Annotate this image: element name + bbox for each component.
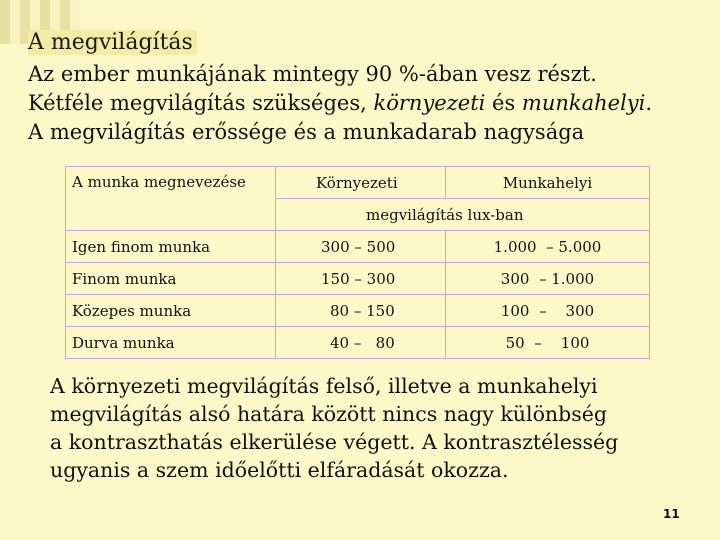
header-environment: Környezeti: [276, 167, 446, 199]
header-unit: megvilágítás lux-ban: [276, 199, 650, 231]
explanation-paragraph: [50, 372, 700, 484]
intro-line-1: Az ember munkájának mintegy 90 %-ában vesz részt.: [28, 62, 597, 86]
paragraph-line: a kontraszthatás elkerülése végett. A kontrasztélesség: [50, 430, 619, 454]
table-row: [66, 263, 650, 295]
row-workplace: 1.000 – 5.000: [446, 231, 650, 263]
row-name: Igen finom munka: [66, 231, 276, 263]
header-work-name: A munka megnevezése: [66, 167, 276, 231]
row-workplace: 300 – 1.000: [446, 263, 650, 295]
table-header-row: [66, 167, 650, 199]
header-workplace: Munkahelyi: [446, 167, 650, 199]
table-row: [66, 295, 650, 327]
table-row: [66, 231, 650, 263]
emphasis-workplace: munkahelyi: [521, 91, 646, 115]
row-name: Közepes munka: [66, 295, 276, 327]
lighting-table: [65, 166, 650, 359]
table-row: [66, 327, 650, 359]
emphasis-environment: környezeti: [373, 91, 486, 115]
row-environment: 80 – 150: [276, 295, 446, 327]
intro-line-3: A megvilágítás erőssége és a munkadarab nagysága: [28, 120, 585, 144]
paragraph-line: ugyanis a szem időelőtti elfáradását okozza.: [50, 458, 509, 482]
page-number: 11: [663, 507, 680, 521]
row-workplace: 100 – 300: [446, 295, 650, 327]
row-name: Durva munka: [66, 327, 276, 359]
row-environment: 40 – 80: [276, 327, 446, 359]
row-environment: 150 – 300: [276, 263, 446, 295]
paragraph-line: A környezeti megvilágítás felső, illetve a munkahelyi: [50, 374, 598, 398]
slide-title: A megvilágítás: [28, 30, 197, 55]
row-name: Finom munka: [66, 263, 276, 295]
row-environment: 300 – 500: [276, 231, 446, 263]
row-workplace: 50 – 100: [446, 327, 650, 359]
paragraph-line: megvilágítás alsó határa között nincs nagy különbség: [50, 402, 608, 426]
intro-line-2: Kétféle megvilágítás szükséges, környezeti és munkahelyi.: [28, 91, 653, 115]
